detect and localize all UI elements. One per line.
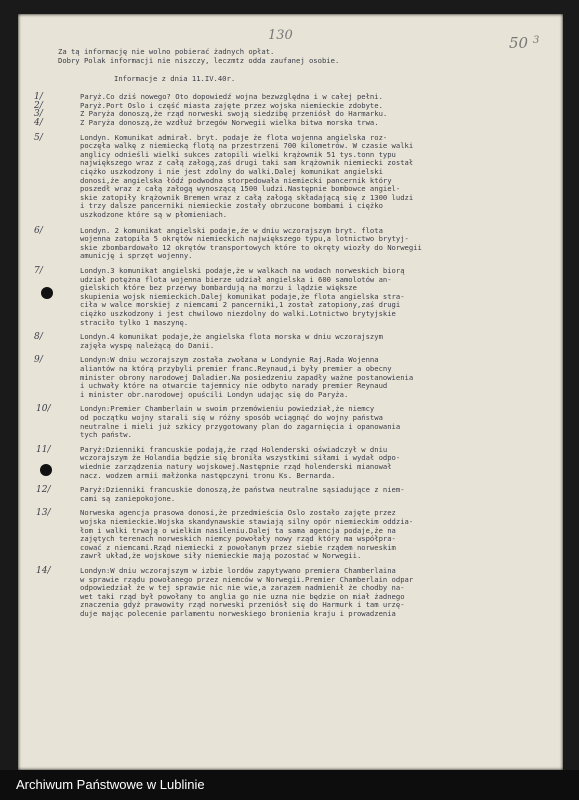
paragraph-line: znaczenia gdyż prawowity rząd norweski przeniósł się do Harmurk i tam urzę-	[80, 600, 405, 610]
paragraph-line: Paryż:Dzienniki francuskie podają,że rząd Holenderski oświadczył w dniu	[80, 444, 388, 454]
paragraph-line: gielskich które bez przerwy bombardują na morzu i lądzie większe	[80, 283, 357, 293]
paragraph-line: największego wraz z całą załogą,zaś drugi taki sam krążownik niemiecki został	[80, 158, 414, 168]
paragraph-number: 2/	[34, 100, 43, 111]
paragraph-line: zajętych terenach norweskich niemcy powołały nowy rząd który ma współpra-	[80, 534, 396, 544]
paragraph-line: aliantów na którą przybyli premier franc.Reynaud,i były premier a obecny	[80, 364, 392, 373]
paragraph-line: udział potężna flota wojenna bierze udział angielska i 600 samolotów an-	[80, 274, 392, 284]
paragraph-line: Paryż.Port Oslo i część miasta zajęte przez wojska niemieckie zdobyte.	[80, 100, 383, 110]
paragraph-line: neutralne i mieli już szkicy przygotowany plan do zagarnięcia i opanowania	[80, 421, 401, 431]
paragraph-line: Paryż:Dzienniki francuskie donoszą,że państwa neutralne sąsiadujące z niem-	[80, 485, 405, 495]
paragraph-line: anglicy odnieśli wielki sukces zatopili wielki krążownik 51 tys.tonn typu	[80, 149, 396, 159]
paragraph-number: 3/	[34, 109, 43, 120]
paragraph-line: wiednie zarządzenia natury wojskowej.Następnie rząd holenderski mianował	[80, 462, 392, 471]
paragraph-line: skie zatopiły krążownik Bremen wraz z całą załogą składającą się z 1300 ludzi	[80, 192, 414, 202]
paragraph-line: Z Paryża donoszą,że wzdłuż brzegów Norwegii wielka bitwa morska trwa.	[80, 118, 379, 127]
archive-name: Archiwum Państwowe w Lublinie	[16, 777, 205, 792]
paragraph-line: tych państw.	[80, 430, 132, 440]
document-title: Informacje z dnia 11.IV.40r.	[114, 74, 236, 84]
paragraph-line: skupienia wojsk niemieckich.Dalej komunikat podaje,że flota angielska stra-	[80, 291, 405, 301]
paragraph-line: i minister obr.narodowej opuścili Londyn udając się do Paryża.	[80, 389, 349, 399]
paragraph-line: Londyn.4 komunikat podaje,że angielska flota morska w dniu wczorajszym	[80, 332, 383, 342]
paragraph-line: wojenna zatopiła 5 okrętów niemieckich największego typu,a lotnictwo brytyj-	[80, 234, 409, 244]
paragraph-number: 8/	[34, 332, 43, 343]
paragraph-line: i uchwały które na otwarcie tajemnicy nie odbyto narady premier Reynaud	[80, 381, 388, 391]
paragraph-line: ciężko uszkodzony i jest chwilowo niezdolny do walki.Lotnictwo brytyjskie	[80, 309, 396, 318]
paragraph-line: duje mając polecenie parlamentu norweskiego bronienia kraju i prowadzenia	[80, 609, 396, 618]
paragraph-line: wojska niemieckie.Wojska skandynawskie stawiają silny opór niemieckim oddzia-	[80, 517, 414, 526]
paragraph-line: wczorajszym że Holandia będzie się broniła wszystkimi siłami i wydał odpo-	[80, 453, 401, 463]
pencil-page-number: 130	[268, 28, 293, 43]
punch-hole-icon	[41, 287, 53, 299]
paragraph-line: wet taki rząd był powołany to anglia go nie uzna nie będzie on miał żadnego	[80, 591, 405, 601]
paragraph-line: amunicję i sprzęt wojenny.	[80, 251, 193, 261]
paragraph-number: 4/	[34, 118, 43, 128]
paragraph-line: Paryż.Co dziś nowego? Oto dopowiedź wojna bezwzględna i w całej pełni.	[80, 92, 383, 102]
document-page	[18, 14, 563, 770]
paragraph-number: 13/	[36, 508, 51, 519]
paragraph-number: 11/	[36, 444, 51, 455]
paragraph-line: cami są zaniepokojone.	[80, 493, 176, 503]
paragraph-line: minister obrony narodowej Daladier.Na posiedzeniu zapadły ważne postanowienia	[80, 372, 414, 382]
archive-footer	[0, 770, 579, 800]
paragraph-number: 7/	[34, 266, 43, 276]
paragraph-line: Londyn:W dniu wczorajszym w izbie lordów zapytywano premiera Chamberlaina	[80, 566, 396, 575]
paragraph-line: ciła w walce morskiej z niemcami 2 pancerniki,1 został zatopiony,zaś drugi	[80, 300, 401, 310]
paragraph-line: Londyn:Premier Chamberlain w swoim przemówieniu powiedział,że niemcy	[80, 404, 375, 414]
punch-hole-icon	[40, 464, 52, 476]
paragraph-line: Norweska agencja prasowa donosi,że przedmieścia Oslo zostało zajęte przez	[80, 508, 396, 518]
paragraph-line: i trzy dalsze pancerniki niemieckie zostały obrzucone bombami i ciężko	[80, 201, 383, 211]
header-note: Za tą informację nie wolno pobierać żadnych opłat.	[58, 47, 275, 56]
paragraph-line: uszkodzone które są w płomieniach.	[80, 210, 228, 219]
header-note: Dobry Polak informacji nie niszczy, leczmtz odda zaufanej osobie.	[58, 55, 340, 65]
pencil-corner-small: 3	[533, 35, 540, 46]
paragraph-line: cować z niemcami.Rząd niemiecki z powołanym przez siebie rządem norweskim	[80, 542, 396, 552]
paragraph-line: straciło tylko 1 maszynę.	[80, 317, 189, 327]
paragraph-number: 1/	[34, 92, 43, 103]
paragraph-line: zajęła wyspę należącą do Danii.	[80, 340, 215, 350]
paragraph-line: Londyn.3 komunikat angielski podaje,że w walkach na wodach norweskich biorą	[80, 266, 405, 275]
paragraph-line: Londyn:W dniu wczorajszym została zwołana w Londynie Raj.Rada Wojenna	[80, 355, 379, 365]
pencil-corner-number: 50	[509, 34, 529, 52]
paragraph-line: skie zbombardowało 12 okrętów transportowych które to okręty wiozły do Norwegii	[80, 242, 422, 252]
paragraph-number: 12/	[36, 485, 51, 496]
paragraph-line: nacz. wodzem armii małżonka następczyni tronu Ks. Bernarda.	[80, 470, 336, 480]
paragraph-line: Z Paryża donoszą,że rząd norweski swoją siedzibę przeniósł do Harmarku.	[80, 109, 388, 119]
paragraph-line: poczęła walkę z niemiecką flotą na przestrzeni 700 kilometrów. W czasie walki	[80, 141, 414, 151]
paragraph-number: 9/	[34, 355, 43, 366]
paragraph-line: zawrł układ,że wojskowe siły niemieckie mają pozostać w Norwegii.	[80, 551, 362, 561]
paragraph-line: Londyn. 2 komunikat angielski podaje,że w dniu wczorajszym bryt. flota	[80, 225, 383, 235]
paragraph-line: ciężko uszkodzony i nie jest zdolny do walki.Dalej komunikat angielski	[80, 167, 383, 176]
paragraph-line: odpowiedział że w tej sprawie nic nie wie,a zarazem nadmienił że chodby na-	[80, 583, 405, 593]
paragraph-number: 10/	[36, 404, 51, 415]
paragraph-line: donosi,że angielska łódź podwodna storpedowała niemiecki pancernik który	[80, 175, 392, 185]
paragraph-line: Londyn. Komunikat admirał. bryt. podaje że flota wojenna angielska roz-	[80, 132, 388, 142]
paragraph-line: łom i walki trwają o wielkim nasileniu.Dalej ta sama agencja podaje,że na	[80, 525, 396, 535]
paragraph-number: 5/	[34, 132, 43, 143]
paragraph-line: w sprawie rządu powołanego przez niemców w Norwegii.Premier Chamberlain odpar	[80, 574, 414, 584]
paragraph-line: od początku wojny starali się w różny sposób wciągnąć do wojny państwa	[80, 413, 383, 422]
paragraph-number: 6/	[34, 225, 43, 236]
paragraph-line: poszedł wraz z całą załogą wynoszącą 1500 ludzi.Następnie bombowce angiel-	[80, 184, 401, 194]
paragraph-number: 14/	[36, 566, 51, 576]
